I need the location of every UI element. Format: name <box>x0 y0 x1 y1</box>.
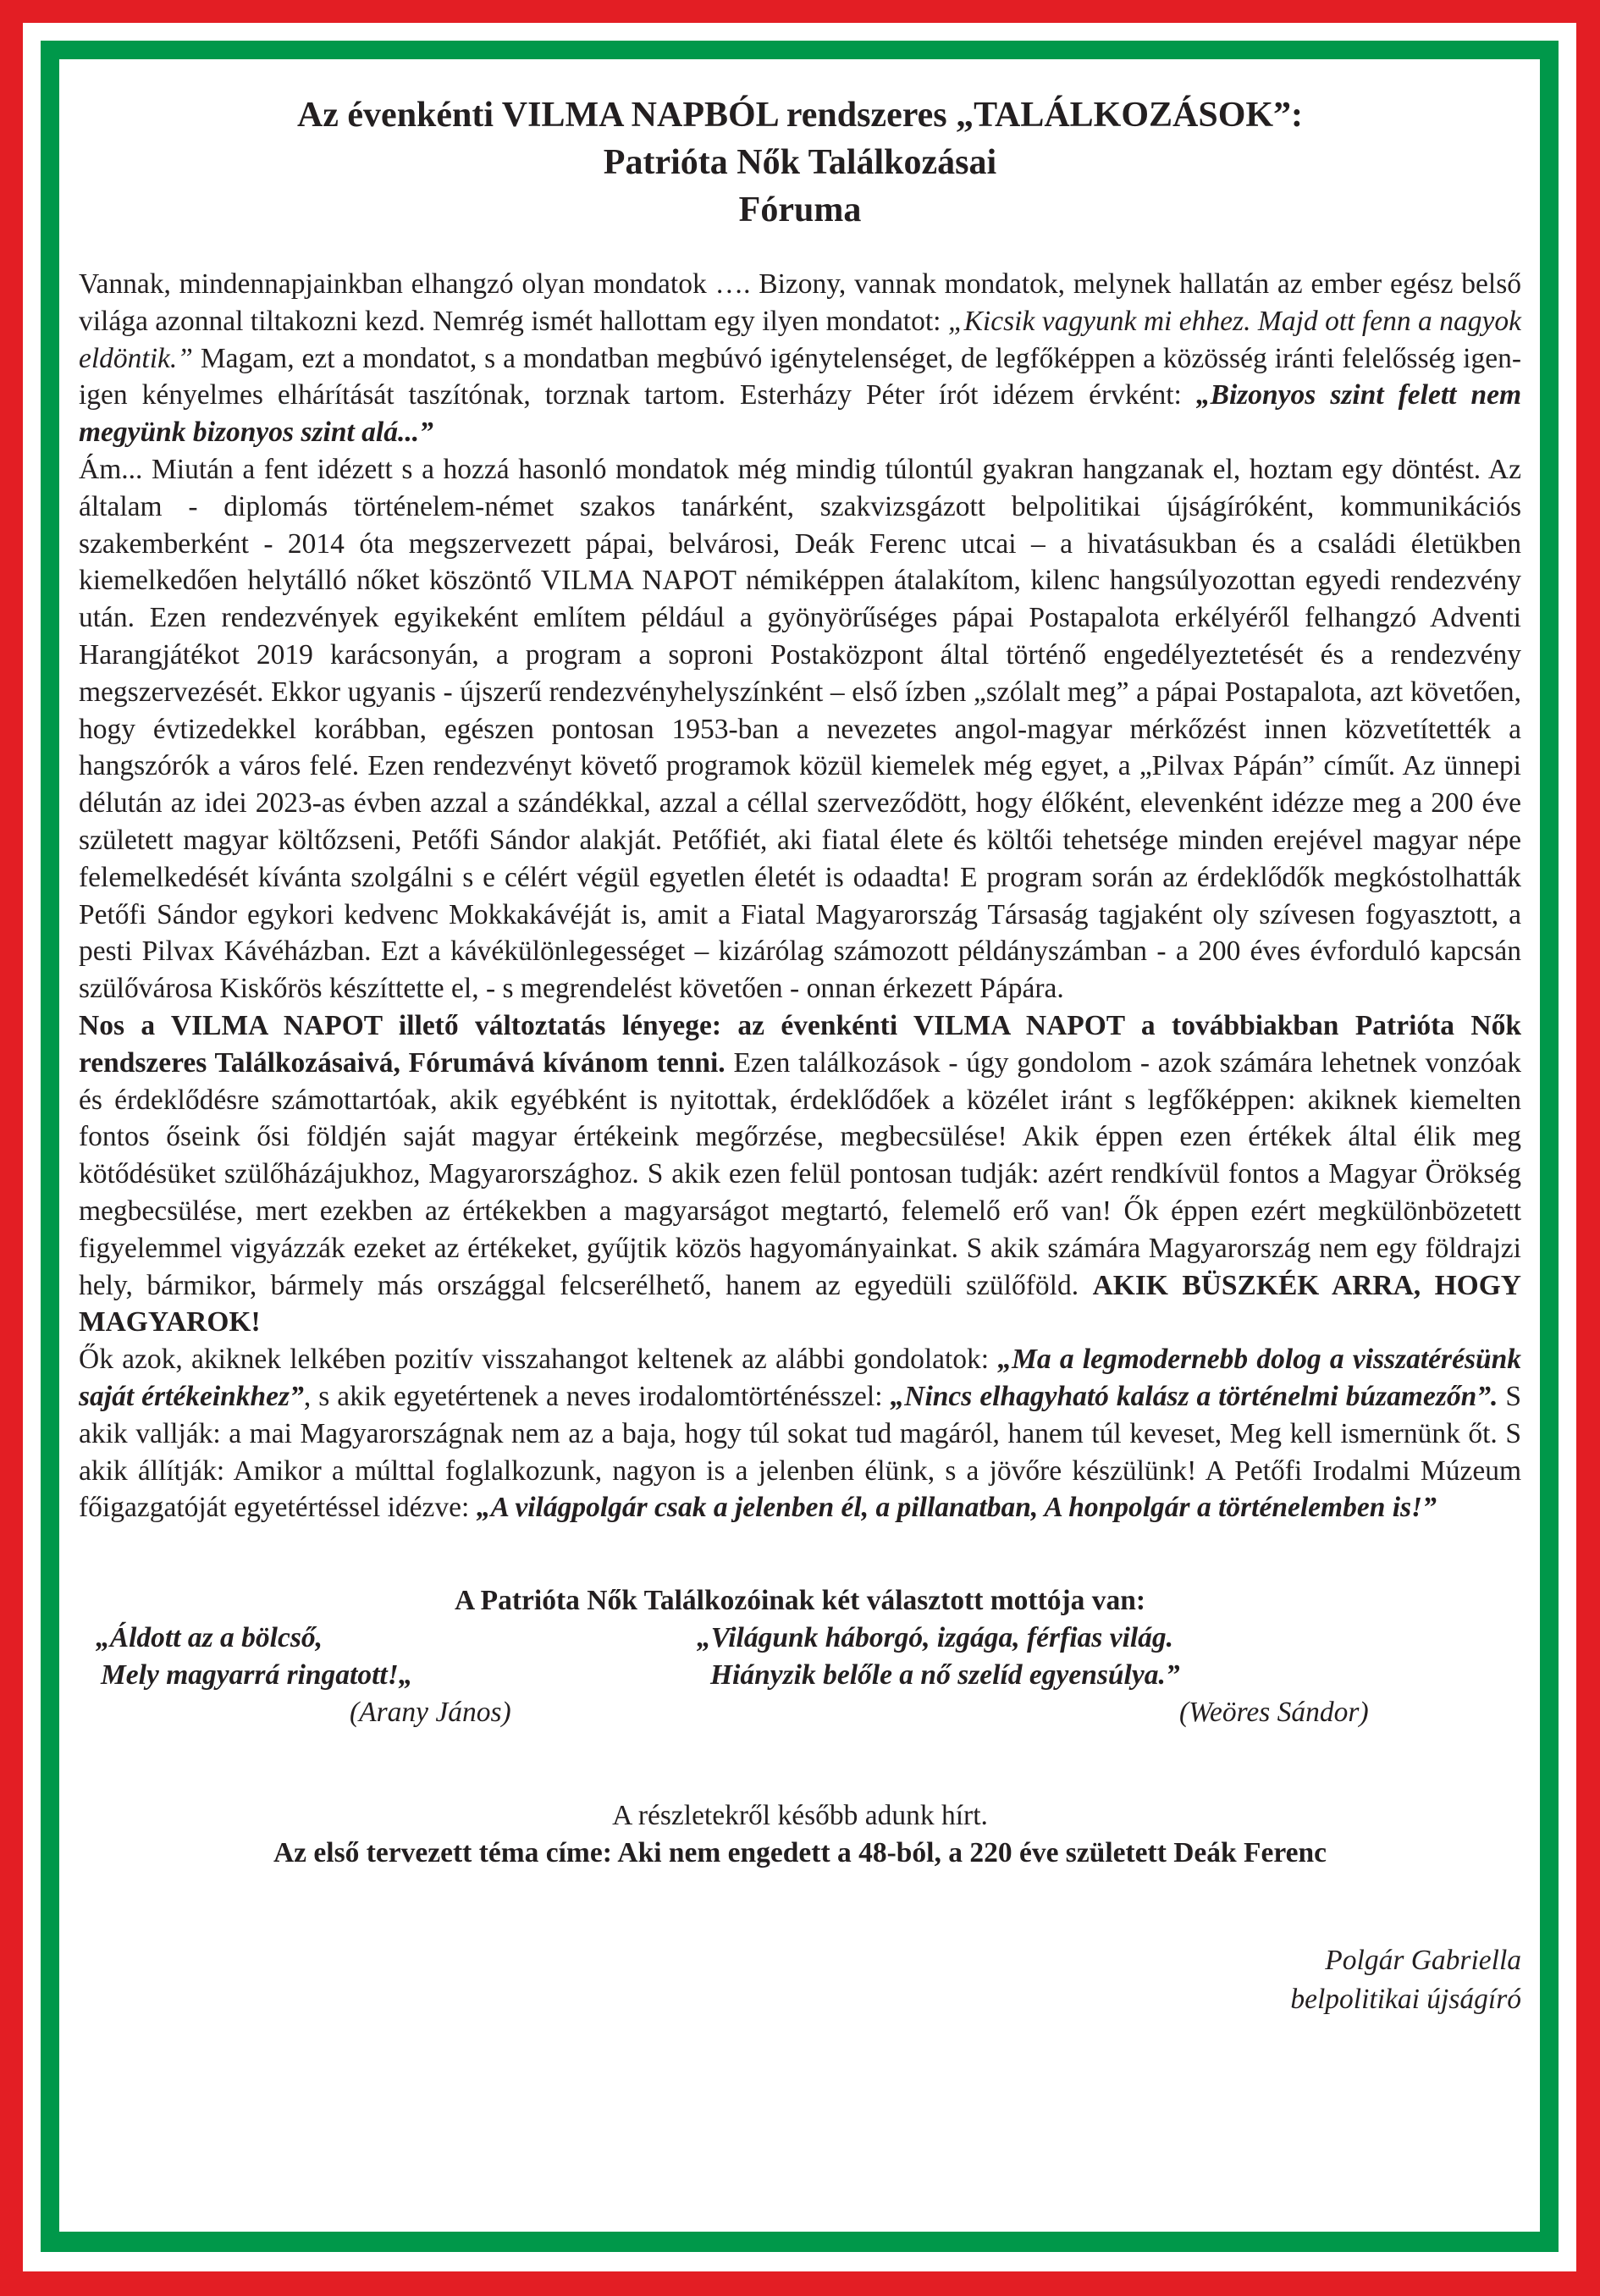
values-text-2: , s akik egyetértenek a neves irodalomtörténésszel: <box>303 1380 891 1412</box>
motto-right-line-2: Hiányzik belőle a nő szelíd egyensúlya.” <box>710 1659 1180 1692</box>
quote-modern: „Ma a legmodernebb dolog a visszatérésünk saját értékeinkhez” <box>79 1344 1522 1412</box>
paragraph-change <box>79 1007 1521 1341</box>
title-line-1: Az évenkénti VILMA NAPBÓL rendszeres „TALÁLKOZÁSOK”: <box>296 96 1304 135</box>
change-text: Ezen találkozások - úgy gondolom - azok számára lehetnek vonzóak és érdeklődésre számottartóak, akik egyébként is nyitottak, érdeklődőek a közélet iránt s legfőképpen: akiknek kiemelten fontos őseink ősi földjén saját magyar értékeink megőrzése, megbecsülése! Akik éppen ezen értékek által élik meg kötődésüket szülőházájukhoz, Magyarországhoz. S akik ezen felül pontosan tudják: azért rendkívül fontos a Magyar Örökség megbecsülése, mert ezekben az értékekben a magyarságot megtartó, felemelő erő van! Ők éppen ezért megkülönbözetett figyelemmel vigyázzák ezeket az értékeket, gyűjtik közös hagyományainkat. S akik számára Magyarország nem egy földrajzi hely, bármikor, bármely más országgal felcserélhető, hanem az egyedüli szülőföld. <box>79 1046 1521 1301</box>
motto-weores <box>697 1620 1180 1694</box>
author-name: Polgár Gabriella <box>1325 1945 1521 1977</box>
values-text-1: Ők azok, akiknek lelkében pozitív visszahangot keltenek az alábbi gondolatok: <box>79 1344 998 1376</box>
title-line-3: Fóruma <box>738 190 862 229</box>
signature <box>79 1941 1521 2019</box>
values-text-3: S akik vallják: a mai Magyarországnak nem az a baja, hogy túl sokat tud magáról, hanem túl keveset, Meg kell ismernünk őt. S akik állítják: Amikor a múlttal foglalkozunk, nagyon is a jelenben élünk, s a jövőre készülünk! A Petőfi Irodalmi Múzeum főigazgatóját egyetértéssel idézve: <box>79 1380 1522 1524</box>
closing-line-1: A részletekről később adunk hírt. <box>612 1800 988 1832</box>
mottos-block <box>79 1620 1521 1747</box>
mottos-heading: A Patrióta Nők Találkozóinak két választott mottója van: <box>454 1585 1146 1617</box>
quote-vilagpolgar: „A világpolgár csak a jelenben él, a pillanatban, A honpolgár a történelemben is!” <box>476 1492 1437 1524</box>
quote-kalasz: „Nincs elhagyható kalász a történelmi búzamezőn”. <box>890 1380 1498 1412</box>
intro-text-2: Magam, ezt a mondatot, s a mondatban megbúvó igénytelenséget, de legfőképpen a közösség iránti felelősség igen-igen kényelmes elhárítását taszítónak, torznak tartom. Esterházy Péter írót idézem érvként: <box>79 342 1521 411</box>
motto-right-line-1: „Világunk háborgó, izgága, férfias világ. <box>697 1622 1174 1654</box>
motto-left-line-1: „Áldott az a bölcső, <box>96 1622 323 1654</box>
quote-kicsik: „Kicsik vagyunk mi ehhez. Majd ott fenn a nagyok eldöntik.” <box>79 305 1521 374</box>
document-title <box>79 91 1521 234</box>
title-line-2: Patrióta Nők Találkozásai <box>603 143 997 182</box>
proud-hungarians: AKIK BÜSZKÉK ARRA, HOGY MAGYAROK! <box>79 1269 1521 1338</box>
document-content <box>79 91 1521 2019</box>
paragraph-intro <box>79 266 1521 451</box>
motto-left-author: (Arany János) <box>350 1697 511 1729</box>
quote-esterhazy: „Bizonyos szint felett nem megyünk bizonyos szint alá...” <box>79 379 1522 449</box>
author-role: belpolitikai újságíró <box>1290 1984 1521 2016</box>
article-body <box>79 266 1521 1526</box>
intro-text-1: Vannak, mindennapjainkban elhangzó olyan mondatok …. Bizony, vannak mondatok, melynek hallatán az ember egész belső világa azonnal tiltakozni kezd. Nemrég ismét hallottam egy ilyen mondatot: <box>79 268 1521 337</box>
change-statement: Nos a VILMA NAPOT illető változtatás lényege: az évenkénti VILMA NAPOT a továbbiakban Patrióta Nők rendszeres Találkozásaivá, Fórumává kívánom tenni. <box>79 1009 1521 1079</box>
motto-left-line-2: Mely magyarrá ringatott!„ <box>101 1659 413 1692</box>
motto-arany <box>96 1620 413 1694</box>
closing-block <box>79 1797 1521 1872</box>
paragraph-values <box>79 1341 1521 1526</box>
paragraph-history: Ám... Miután a fent idézett s a hozzá hasonló mondatok még mindig túlontúl gyakran hangzanak el, hoztam egy döntést. Az általam - diplomás történelem-német szakos tanárként, szakvizsgázott belpolitikai újságíróként, kommunikációs szakemberként - 2014 óta megszervezett pápai, belvárosi, Deák Ferenc utcai – a hivatásukban és a családi életükben kiemelkedően helytálló nőket köszöntő VILMA NAPOT némiképpen átalakítom, kilenc hangsúlyozottan egyedi rendezvény után. Ezen rendezvények egyikeként említem például a gyönyörűséges pápai Postapalota erkélyéről felhangzó Adventi Harangjátékot 2019 karácsonyán, a program a soproni Postaközpont által történő engedélyeztetését és a rendezvény megszervezését. Ekkor ugyanis - újszerű rendezvényhelyszínként – első ízben „szólalt meg” a pápai Postapalota, azt követően, hogy évtizedekkel korábban, egészen pontosan 1953-ban a nevezetes angol-magyar mérkőzést innen közvetítették a hangszórók a város felé. Ezen rendezvényt követő programok közül kiemelek még egyet, a „Pilvax Pápán” címűt. Az ünnepi délután az idei 2023-as évben azzal a szándékkal, azzal a céllal szerveződött, hogy élőként, elevenként idézze meg a 200 éve született magyar költőzseni, Petőfi Sándor alakját. Petőfiét, aki fiatal élete és költői tehetsége minden erejével magyar népe felemelkedését kívánta szolgálni s e célért végül egyetlen életét is odaadta! E program során az érdeklődők megkóstolhatták Petőfi Sándor egykori kedvenc Mokkakávéját is, amit a Fiatal Magyarország Társaság tagjaként oly szívesen fogyasztott, a pesti Pilvax Kávéházban. Ezt a kávékülönlegességet – kizárólag számozott példányszámban - a 200 éves évforduló kapcsán szülővárosa Kiskőrös készíttette el, - s megrendelést követően - onnan érkezett Pápára. <box>79 453 1521 1005</box>
motto-right-author: (Weöres Sándor) <box>1179 1697 1369 1729</box>
first-topic-title: Az első tervezett téma címe: Aki nem engedett a 48-ból, a 220 éve született Deák Ferenc <box>273 1837 1327 1869</box>
